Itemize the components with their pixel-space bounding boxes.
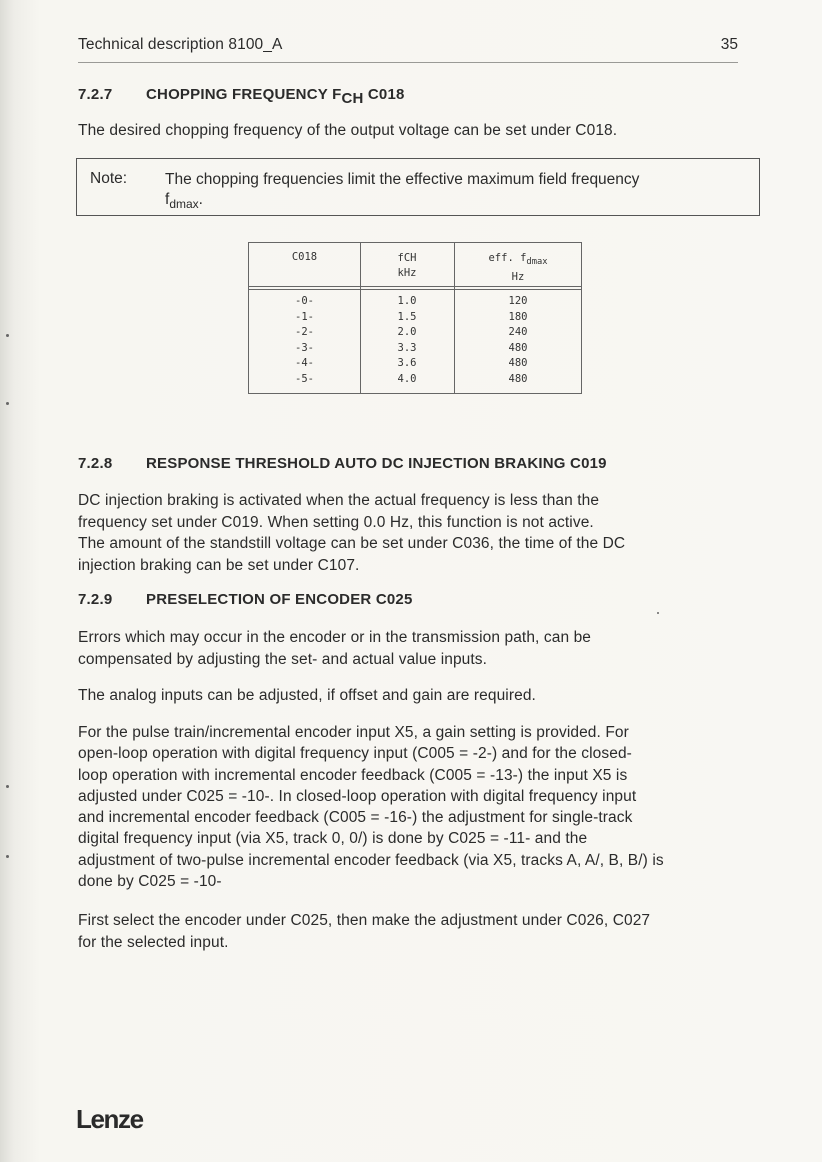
section-number: 7.2.7 (78, 86, 113, 103)
header-separator (249, 286, 581, 287)
table-cell: -5- (295, 372, 314, 385)
table-cell: 1.5 (397, 310, 417, 323)
scan-speck (6, 785, 9, 788)
heading-7-2-9 (78, 591, 412, 608)
paragraph-line: and incremental encoder feedback (C005 = -16-) the adjustment for single-track (78, 809, 633, 827)
paragraph-line: adjusted under C025 = -10-. In closed-loop operation with digital frequency input (78, 787, 637, 805)
paragraph-line: DC injection braking is activated when the actual frequency is less than the (78, 492, 600, 509)
paragraph-line: injection braking can be set under C107. (78, 556, 360, 574)
heading-text: CHOPPING FREQUENCY (146, 86, 333, 103)
paragraph-line: loop operation with incremental encoder feedback (C005 = -13-) the input X5 is (78, 766, 628, 784)
heading-symbol-sub: CH (341, 90, 364, 107)
column-fdmax (454, 294, 582, 387)
column-fch (360, 294, 454, 387)
note-label: Note: (90, 170, 128, 187)
paragraph-line: The amount of the standstill voltage can be set under C036, the time of the DC (78, 535, 626, 552)
table-cell: -3- (295, 341, 314, 354)
column-code (249, 294, 360, 387)
paragraph-7-2-9-errors (78, 627, 768, 670)
page-number: 35 (720, 36, 738, 53)
table-header-fdmax (454, 251, 582, 285)
table-header-fch (360, 251, 454, 281)
table-cell: 2.0 (397, 326, 417, 338)
paragraph-line: First select the encoder under C025, then make the adjustment under C026, C027 (78, 912, 651, 929)
paragraph-line: The analog inputs can be adjusted, if offset and gain are required. (78, 687, 536, 704)
header-unit: kHz (397, 267, 417, 279)
section-number: 7.2.9 (78, 591, 113, 608)
page-header (78, 36, 738, 63)
header-text: eff. f (488, 252, 527, 264)
table-cell: 4.0 (397, 372, 417, 385)
heading-code: C018 (363, 86, 405, 103)
heading-7-2-7 (78, 86, 405, 107)
scan-speck (6, 855, 9, 858)
table-cell: 1.0 (397, 295, 417, 307)
heading-text: RESPONSE THRESHOLD AUTO DC INJECTION BRAKING C019 (146, 455, 607, 472)
header-line: fCH (397, 252, 417, 264)
paragraph-line: For the pulse train/incremental encoder input X5, a gain setting is provided. For (78, 724, 629, 741)
table-cell: 120 (508, 295, 528, 307)
table-cell: -4- (295, 357, 314, 369)
scan-speck (6, 334, 9, 337)
scan-speck (6, 402, 9, 405)
table-cell: 480 (508, 341, 528, 354)
header-title: Technical description 8100_A (78, 36, 283, 53)
table-cell: 480 (508, 357, 528, 369)
paragraph-line: digital frequency input (via X5, track 0, 0/) is done by C025 = -11- and the (78, 830, 588, 848)
note-symbol-sub: dmax (169, 197, 199, 212)
table-cell: 180 (508, 310, 528, 323)
table-cell: 480 (508, 372, 528, 385)
note-line: The chopping frequencies limit the effective maximum field frequency (165, 171, 640, 188)
chopping-frequency-table (248, 242, 582, 394)
note-symbol: f (165, 191, 170, 208)
header-unit: Hz (511, 271, 525, 284)
table-header-c018: C018 (291, 251, 318, 263)
header-sub: dmax (526, 257, 548, 268)
paragraph-7-2-9-first (78, 910, 768, 953)
paragraph-line: for the selected input. (78, 933, 229, 951)
table-cell: 3.3 (397, 341, 417, 354)
paragraph-7-2-9-analog (78, 685, 768, 707)
paragraph-line: The desired chopping frequency of the output voltage can be set under C018. (78, 122, 618, 139)
table-cell: -0- (295, 295, 314, 307)
section-number: 7.2.8 (78, 455, 113, 472)
lenze-logo: Lenze (76, 1104, 143, 1134)
note-box (76, 158, 760, 216)
table-cell: 3.6 (397, 357, 417, 369)
table-cell: 240 (508, 326, 528, 338)
paragraph-line: compensated by adjusting the set- and actual value inputs. (78, 650, 488, 668)
header-separator (249, 289, 581, 290)
table-cell: -2- (295, 326, 314, 338)
paragraph-7-2-8 (78, 490, 768, 576)
paragraph-line: adjustment of two-pulse incremental encoder feedback (via X5, tracks A, A/, B, B/) is (78, 851, 664, 869)
paragraph-line: Errors which may occur in the encoder or in the transmission path, can be (78, 629, 592, 646)
paragraph-line: done by C025 = -10- (78, 873, 222, 891)
scan-speck (657, 612, 659, 614)
paragraph-line: open-loop operation with digital frequency input (C005 = -2-) and for the closed- (78, 745, 632, 763)
paragraph-7-2-7 (78, 120, 768, 142)
note-end: . (198, 191, 203, 208)
table-cell: -1- (295, 310, 314, 323)
note-text (165, 170, 745, 214)
heading-7-2-8 (78, 455, 607, 472)
heading-symbol: F (332, 86, 342, 103)
header-line (454, 251, 582, 270)
heading-text: PRESELECTION OF ENCODER C025 (146, 591, 413, 608)
paragraph-7-2-9-pulse (78, 722, 768, 892)
paragraph-line: frequency set under C019. When setting 0.0 Hz, this function is not active. (78, 513, 594, 531)
